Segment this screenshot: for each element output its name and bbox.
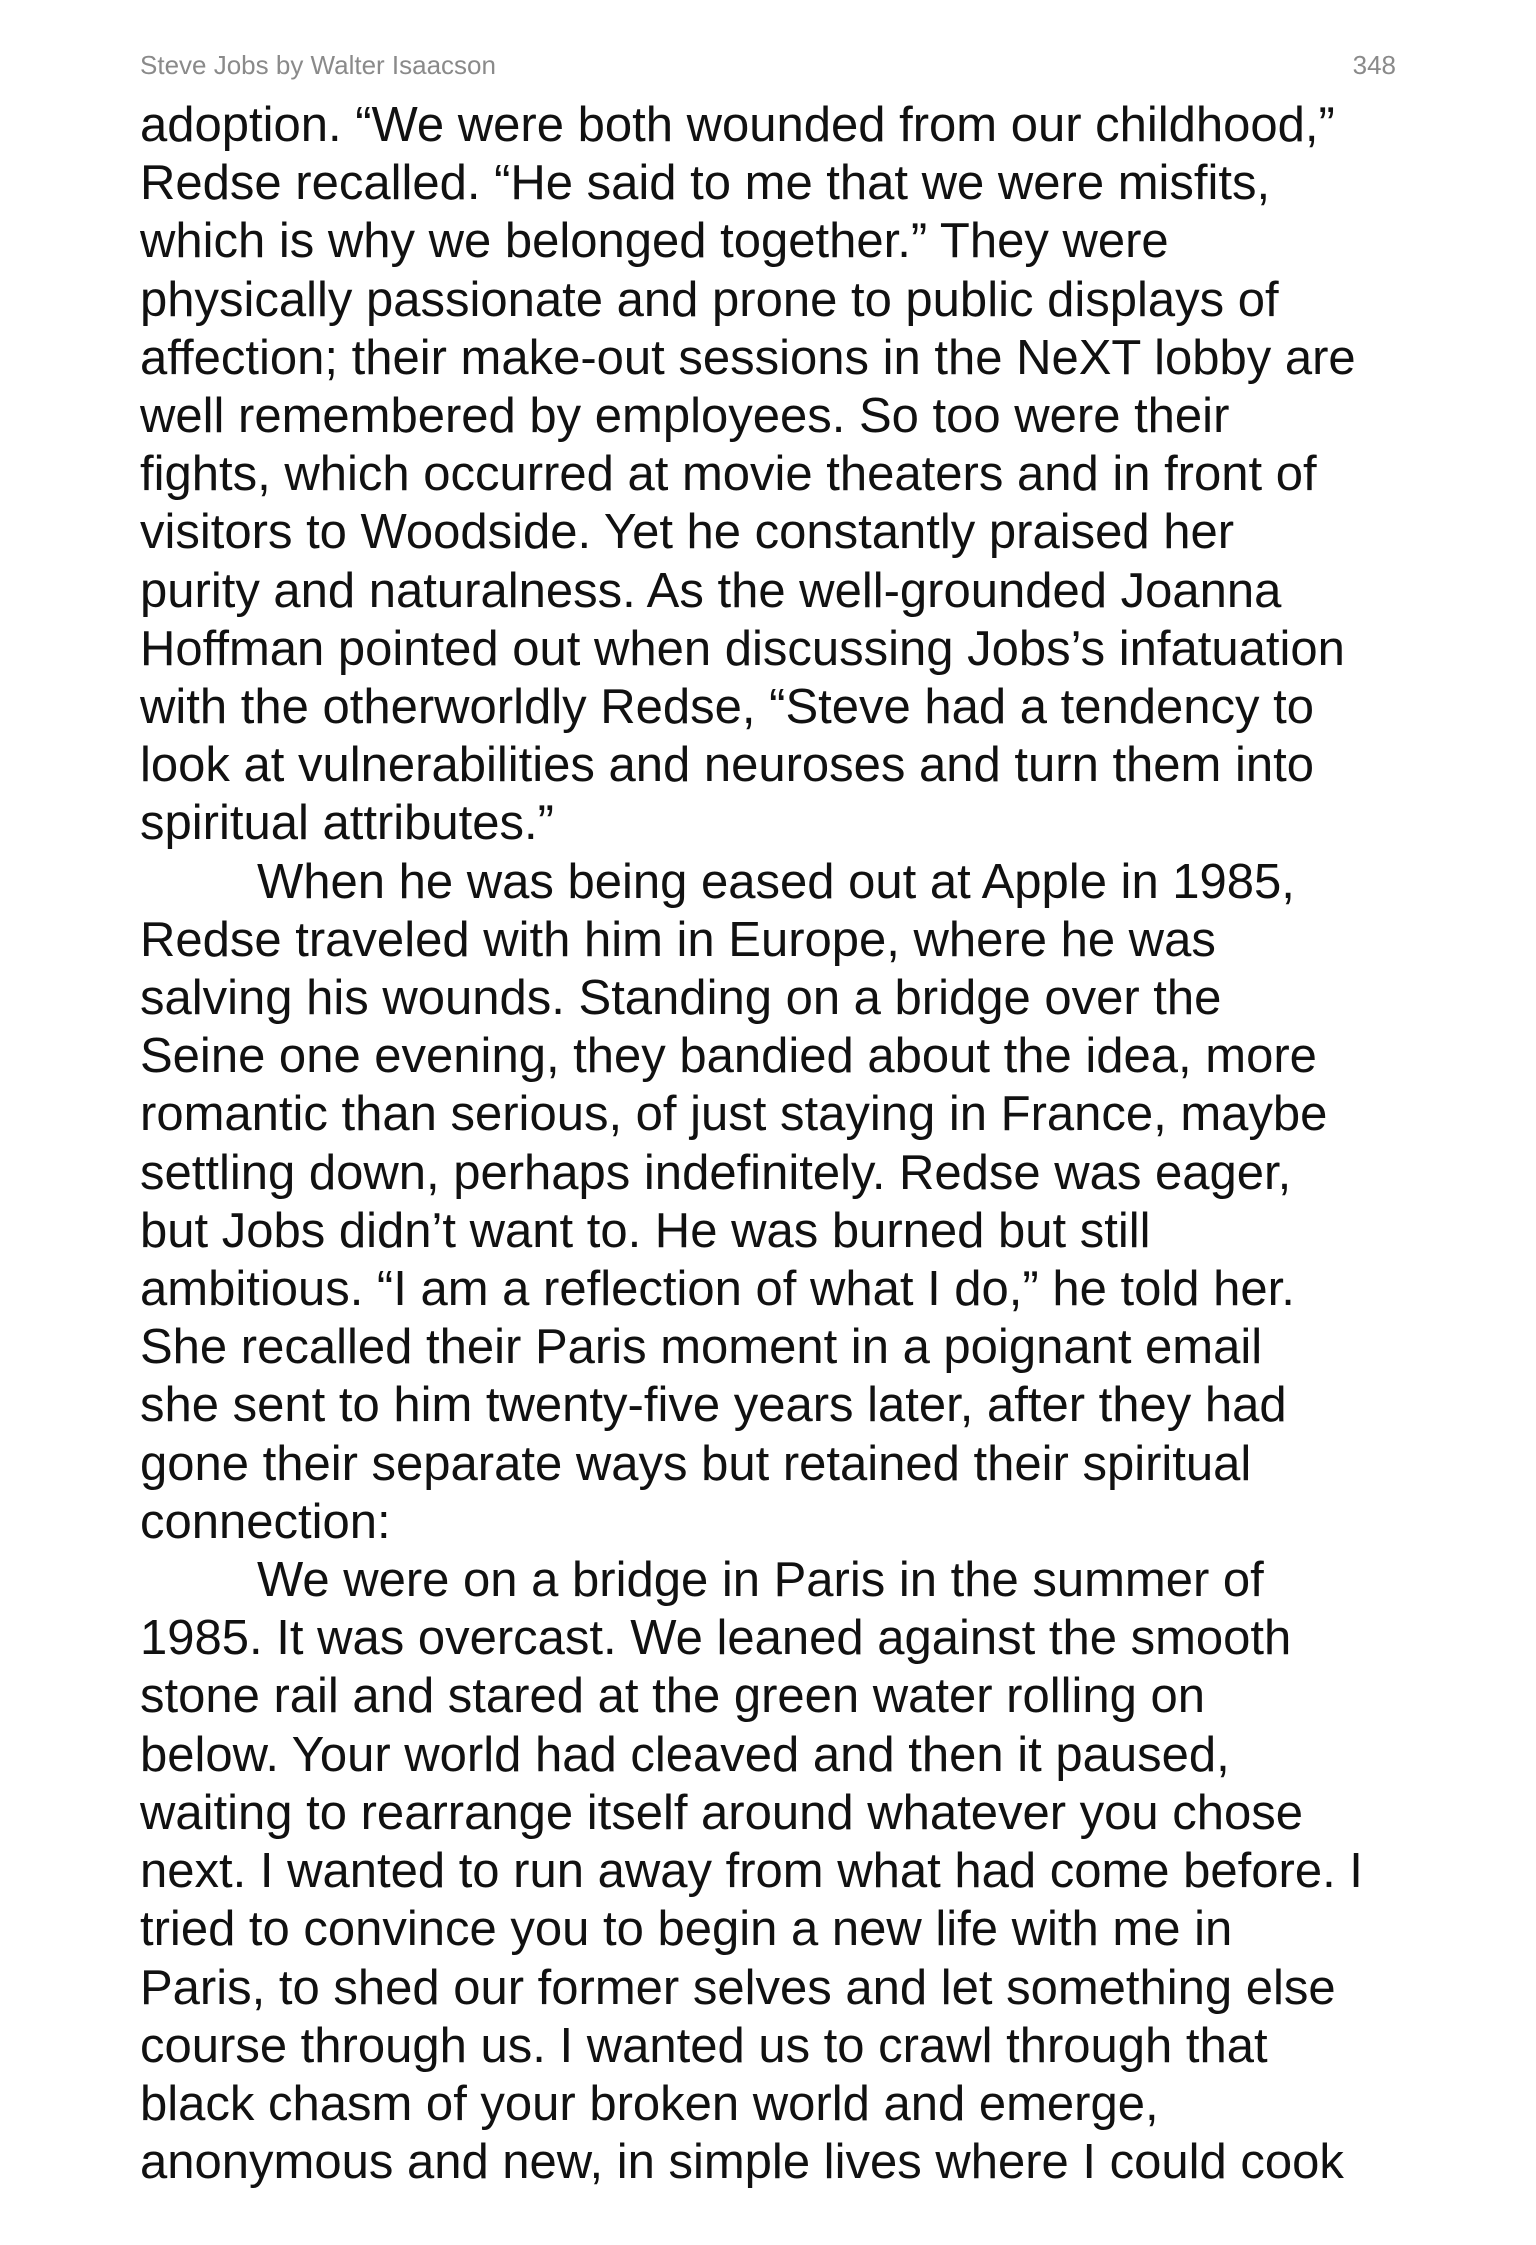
text-line: Paris, to shed our former selves and let something else: [140, 1960, 1336, 2015]
text-line: 1985. It was overcast. We leaned against the smooth: [140, 1611, 1292, 1666]
body-text: [140, 96, 1400, 2191]
text-line: She recalled their Paris moment in a poignant email: [140, 1320, 1263, 1375]
text-line: anonymous and new, in simple lives where I could cook: [140, 2135, 1344, 2190]
text-line: she sent to him twenty-five years later, after they had: [140, 1378, 1287, 1433]
text-line: Hoffman pointed out when discussing Jobs’s infatuation: [140, 621, 1345, 676]
text-line: black chasm of your broken world and emerge,: [140, 2076, 1159, 2131]
text-line: Redse recalled. “He said to me that we were misfits,: [140, 156, 1271, 211]
text-line: Seine one evening, they bandied about the idea, more: [140, 1029, 1317, 1084]
text-line: next. I wanted to run away from what had come before. I: [140, 1844, 1363, 1899]
text-line: well remembered by employees. So too were their: [140, 389, 1230, 444]
text-line: look at vulnerabilities and neuroses and turn them into: [140, 738, 1314, 793]
text-line: romantic than serious, of just staying in France, maybe: [140, 1087, 1328, 1142]
text-line: salving his wounds. Standing on a bridge over the: [140, 971, 1222, 1026]
text-line: course through us. I wanted us to crawl through that: [140, 2018, 1268, 2073]
text-line: gone their separate ways but retained their spiritual: [140, 1436, 1252, 1491]
text-line: visitors to Woodside. Yet he constantly praised her: [140, 505, 1235, 560]
text-line: Redse traveled with him in Europe, where he was: [140, 912, 1216, 967]
text-line: connection:: [140, 1494, 391, 1549]
text-line: waiting to rearrange itself around whatever you chose: [140, 1785, 1304, 1840]
text-line: ambitious. “I am a reflection of what I do,” he told her.: [140, 1262, 1295, 1317]
text-line: fights, which occurred at movie theaters and in front of: [140, 447, 1317, 502]
text-line: spiritual attributes.”: [140, 796, 554, 851]
text-line: which is why we belonged together.” They were: [140, 214, 1169, 269]
text-line: settling down, perhaps indefinitely. Redse was eager,: [140, 1145, 1292, 1200]
running-head: [140, 50, 1396, 84]
paragraph-first-line: We were on a bridge in Paris in the summer of: [257, 1553, 1264, 1608]
text-line: affection; their make-out sessions in the NeXT lobby are: [140, 330, 1356, 385]
page-number: 348: [1352, 50, 1396, 80]
text-line: with the otherworldly Redse, “Steve had a tendency to: [140, 680, 1314, 735]
text-line: adoption. “We were both wounded from our childhood,”: [140, 98, 1335, 152]
text-line: tried to convince you to begin a new life with me in: [140, 1902, 1233, 1957]
text-line: physically passionate and prone to public displays of: [140, 272, 1279, 327]
book-title: Steve Jobs by Walter Isaacson: [140, 50, 496, 80]
text-line: but Jobs didn’t want to. He was burned but still: [140, 1203, 1151, 1258]
text-line: purity and naturalness. As the well-grounded Joanna: [140, 563, 1282, 618]
text-line: stone rail and stared at the green water rolling on: [140, 1669, 1206, 1724]
text-line: below. Your world had cleaved and then it paused,: [140, 1727, 1230, 1782]
paragraph-first-line: When he was being eased out at Apple in 1985,: [257, 854, 1295, 909]
